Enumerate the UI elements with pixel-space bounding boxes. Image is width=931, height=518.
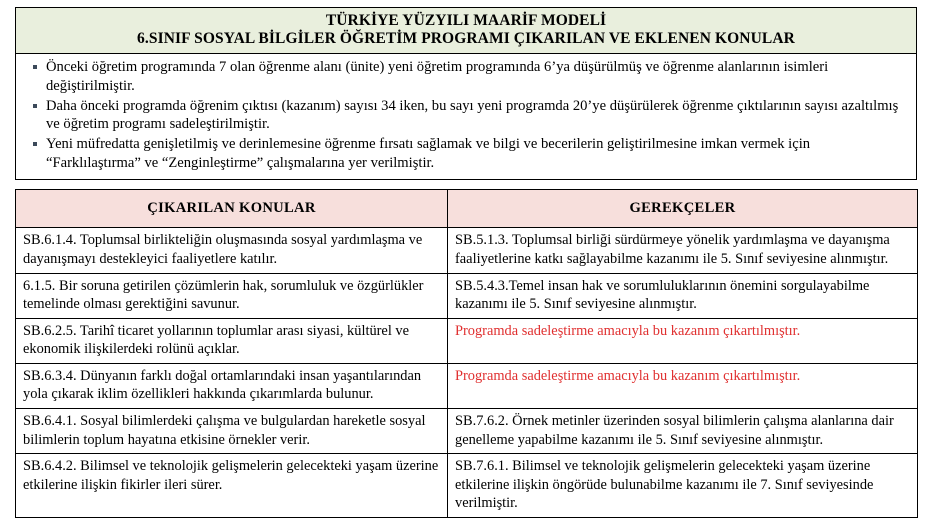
page-title-line-2: 6.SINIF SOSYAL BİLGİLER ÖĞRETİM PROGRAMI ÇIKARILAN VE EKLENEN KONULAR [137, 30, 795, 48]
bullet-text: Daha önceki programda öğrenim çıktısı (kazanım) sayısı 34 iken, bu sayı yeni programda 20’ye düşürülerek öğrenme çıktılarının sayısı azaltılmış ve öğretim programı sadeleştirilmiştir. [46, 97, 899, 133]
cell-removed-topic [16, 454, 448, 518]
table-row [16, 273, 918, 318]
intro-summary-box [15, 53, 917, 181]
bullet-text: Önceki öğretim programında 7 olan öğrenme alanı (ünite) yeni öğretim programında 6’ya düşürülmüş ve öğrenme alanlarının isimleri değiştirilmiştir. [46, 58, 829, 94]
cell-removed-topic [16, 363, 448, 408]
column-header-removed-topics: ÇIKARILAN KONULAR [16, 190, 448, 228]
removed-topic-text: SB.6.3.4. Dünyanın farklı doğal ortamlarındaki insan yaşantılarından yola çıkarak iklim özellikleri hakkında çıkarımlarda bulunur. [23, 367, 422, 403]
removed-topic-text: SB.6.4.1. Sosyal bilimlerdeki çalışma ve bulgulardan hareketle sosyal bilimlerin toplum hayatına etkisine örnekler verir. [23, 413, 426, 448]
removed-topic-text: SB.6.4.2. Bilimsel ve teknolojik gelişmelerin gelecekteki yaşam üzerine etkilerine ilişkin fikirler ileri sürer. [23, 458, 439, 493]
table-row [16, 228, 918, 273]
cell-reason [448, 318, 918, 363]
list-item [24, 97, 906, 135]
list-item [24, 58, 906, 96]
intro-bullet-list [24, 58, 906, 174]
reason-text: SB.7.6.1. Bilimsel ve teknolojik gelişmelerin gelecekteki yaşam üzerine etkilerine ilişkin öngörüde bulunabilme kazanımı ile 7. Sınıf seviyesinde verilmiştir. [455, 458, 874, 512]
bullet-text: Yeni müfredatta genişletilmiş ve derinlemesine öğrenme fırsatı sağlamak ve bilgi ve becerilerin geliştirilmesine imkan vermek için “Farklılaştırma” ve “Zenginleştirme” çalışmalarına yer verilmiştir. [46, 136, 811, 172]
removed-topic-text: SB.6.2.5. Tarihî ticaret yollarının toplumlar arası siyasi, kültürel ve ekonomik ilişkilerdeki rolünü açıklar. [23, 322, 409, 358]
cell-removed-topic [16, 409, 448, 454]
cell-removed-topic [16, 318, 448, 363]
table-row [16, 318, 918, 363]
table-header-row [16, 190, 918, 228]
cell-reason [448, 409, 918, 454]
reason-text: SB.5.4.3.Temel insan hak ve sorumluluklarının önemini sorgulayabilme kazanımı ile 5. Sınıf seviyesine alınmıştır. [455, 277, 870, 313]
reason-text: SB.5.1.3. Toplumsal birliği sürdürmeye yönelik yardımlaşma ve dayanışma faaliyetlerine katkı sağlayabilme kazanımı ile 5. Sınıf seviyesine alınmıştır. [455, 232, 890, 267]
cell-removed-topic [16, 228, 448, 273]
cell-removed-topic [16, 273, 448, 318]
reason-text: Programda sadeleştirme amacıyla bu kazanım çıkartılmıştır. [455, 367, 801, 384]
cell-reason [448, 273, 918, 318]
cell-reason [448, 454, 918, 518]
page-title-line-1: TÜRKİYE YÜZYILI MAARİF MODELİ [325, 12, 607, 29]
document-title-banner [15, 7, 917, 53]
table-row [16, 409, 918, 454]
table-row [16, 454, 918, 518]
reason-text: SB.7.6.2. Örnek metinler üzerinden sosyal bilimlerin çalışma alanlarına dair genelleme yapabilme kazanımı ile 5. Sınıf seviyesine alınmıştır. [455, 413, 894, 448]
table-row [16, 363, 918, 408]
cell-reason [448, 228, 918, 273]
removed-topic-text: SB.6.1.4. Toplumsal birlikteliğin oluşmasında sosyal yardımlaşma ve dayanışmayı destekleyici faaliyetlere katılır. [23, 232, 423, 267]
column-header-reasons: GEREKÇELER [448, 190, 918, 228]
reason-text: Programda sadeleştirme amacıyla bu kazanım çıkartılmıştır. [455, 322, 801, 339]
cell-reason [448, 363, 918, 408]
removed-topics-table [15, 189, 918, 518]
list-item [24, 135, 906, 173]
removed-topic-text: 6.1.5. Bir soruna getirilen çözümlerin hak, sorumluluk ve özgürlükler temelinde olması gerektiğini savunur. [23, 277, 424, 313]
